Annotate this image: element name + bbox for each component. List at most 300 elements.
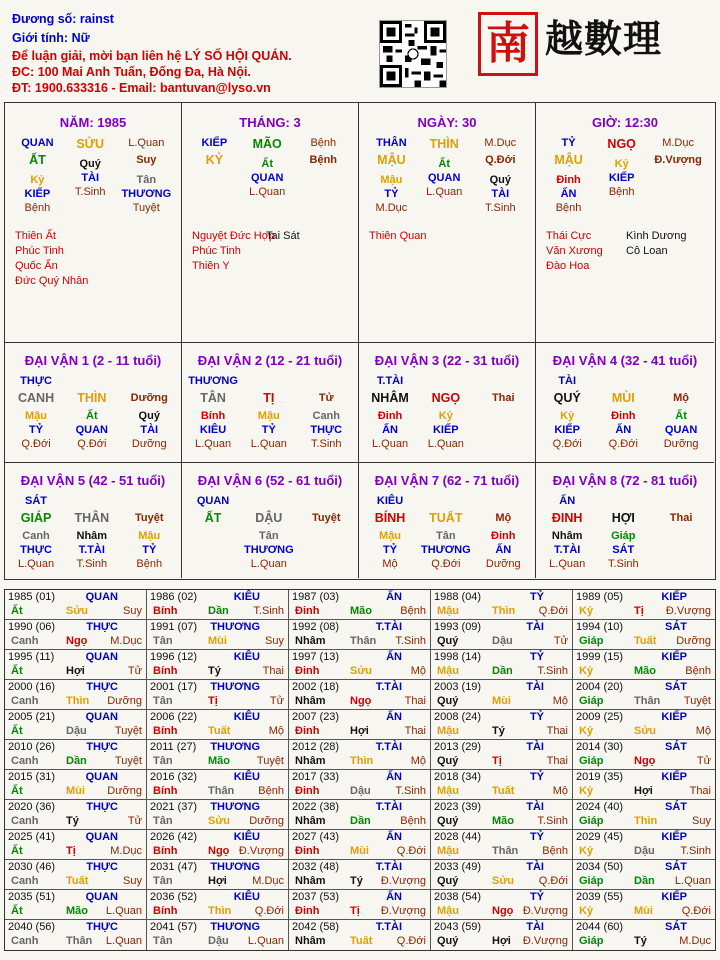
star-name: Thiên Ất (15, 230, 56, 242)
year-label: 2017 (33) (292, 771, 340, 783)
year-stem: Quý (437, 815, 459, 827)
year-cell[interactable] (147, 830, 289, 859)
dai-van-column (652, 373, 710, 451)
year-god: KIÊU (233, 771, 260, 783)
year-label: 2000 (16) (8, 681, 56, 693)
year-branch: Thìn (634, 815, 658, 827)
year-stage: Thai (546, 725, 568, 737)
year-god: QUAN (85, 831, 118, 843)
year-cell[interactable] (5, 800, 147, 829)
hidden-god: QUAN (664, 424, 698, 436)
year-branch: Sửu (66, 605, 89, 617)
spacer (240, 373, 297, 389)
year-cell[interactable] (289, 800, 431, 829)
year-branch: Mùi (634, 905, 653, 917)
dai-van-columns (540, 493, 710, 571)
year-stage: Đ.Vượng (522, 905, 568, 917)
hidden-god: QUAN (251, 172, 284, 184)
year-label: 2005 (21) (8, 711, 56, 723)
year-god: THƯƠNG (210, 741, 260, 753)
stem-branch: Mộ (673, 392, 690, 404)
year-god: KIẾP (661, 891, 687, 903)
year-cell[interactable] (431, 800, 573, 829)
year-stem: Đinh (295, 785, 320, 797)
dai-van-columns (186, 373, 355, 451)
year-stem: Canh (11, 815, 39, 827)
year-stem: Tân (153, 875, 173, 887)
year-stage: Tử (127, 815, 142, 827)
year-stage: Tử (127, 665, 142, 677)
year-god: TÀI (526, 741, 544, 753)
year-god: KIÊU (233, 591, 260, 603)
pillar-title: NGÀY: 30 (417, 115, 477, 130)
year-branch: Hợi (634, 785, 653, 797)
year-god: QUAN (85, 771, 118, 783)
dai-van-column (417, 373, 474, 451)
year-cell[interactable] (289, 920, 431, 950)
year-cell[interactable] (5, 740, 147, 769)
year-cell[interactable] (147, 860, 289, 889)
year-label: 2034 (50) (576, 861, 624, 873)
year-label: 2007 (23) (292, 711, 340, 723)
contact-line: Để luận giải, mời bạn liên hệ LÝ SỐ HỘI QUÁN. (12, 49, 292, 63)
year-cell[interactable] (289, 770, 431, 799)
year-stage: Q.Đới (396, 935, 426, 947)
spacer (417, 493, 474, 509)
year-god: T.TÀI (375, 861, 402, 873)
pillar-column (64, 135, 117, 215)
pillar-column (241, 135, 294, 199)
year-cell[interactable] (5, 650, 147, 679)
year-label: 2014 (30) (576, 741, 624, 753)
year-row (5, 710, 715, 740)
year-stem: Nhâm (295, 935, 326, 947)
hidden-god: KIẾP (24, 188, 51, 200)
year-cell[interactable] (431, 860, 573, 889)
year-branch: Sửu (350, 665, 373, 677)
year-cell[interactable] (5, 860, 147, 889)
year-label: 1995 (11) (8, 651, 55, 663)
dai-van-columns (540, 373, 710, 451)
year-stage: Bệnh (400, 815, 426, 827)
year-god: THỰC (86, 801, 118, 813)
year-label: 2025 (41) (8, 831, 56, 843)
year-label: 1988 (04) (434, 591, 482, 603)
year-stage: L.Quan (105, 905, 142, 917)
year-stem: Đinh (295, 845, 320, 857)
pillar-columns (188, 135, 353, 199)
year-stem: Ất (11, 845, 23, 857)
hidden-god: ẤN (615, 424, 632, 436)
year-label: 2022 (38) (292, 801, 340, 813)
year-stem: Canh (11, 875, 39, 887)
year-cell[interactable] (147, 770, 289, 799)
year-god: TỶ (529, 771, 544, 783)
year-god: ẤN (386, 891, 402, 903)
life-stage: T.Sinh (485, 202, 516, 214)
year-label: 2028 (44) (434, 831, 482, 843)
year-branch: Dậu (350, 785, 371, 797)
hidden-god: SÁT (612, 544, 635, 556)
year-branch: Tị (492, 755, 502, 767)
year-branch: Dậu (66, 725, 87, 737)
dai-van-column (9, 493, 63, 571)
year-row (5, 740, 715, 770)
life-stage: T.Sinh (608, 558, 639, 570)
year-row (5, 650, 715, 680)
year-stage: Tử (696, 755, 711, 767)
year-label: 2030 (46) (8, 861, 56, 873)
year-label: 2008 (24) (434, 711, 482, 723)
year-stage: Bệnh (685, 665, 711, 677)
year-branch: Mùi (492, 695, 511, 707)
hidden-god: THỰC (310, 424, 343, 436)
year-cell[interactable] (5, 830, 147, 859)
year-cell[interactable] (147, 650, 289, 679)
year-cell[interactable] (5, 770, 147, 799)
year-god: T.TÀI (375, 921, 402, 933)
dai-van-title: ĐẠI VẬN 2 (12 - 21 tuổi) (197, 353, 343, 368)
hidden-stem: Mậu (25, 410, 48, 422)
year-cell[interactable] (289, 650, 431, 679)
year-label: 2040 (56) (8, 921, 56, 933)
year-cell[interactable] (147, 740, 289, 769)
year-cell[interactable] (5, 620, 147, 649)
year-god: QUAN (85, 711, 118, 723)
dai-van-title: ĐẠI VẬN 3 (22 - 31 tuổi) (374, 353, 520, 368)
star-name: Văn Xương (546, 245, 603, 257)
year-label: 2033 (49) (434, 861, 482, 873)
year-god: ẤN (386, 591, 402, 603)
year-row (5, 620, 715, 650)
year-cell[interactable] (573, 860, 715, 889)
year-stage: Đ.Vượng (522, 935, 568, 947)
hidden-stem: Kỷ (614, 158, 629, 170)
pillar-column (11, 135, 64, 215)
year-cell[interactable] (431, 620, 573, 649)
spacer (121, 493, 178, 509)
god-label: KIẾP (201, 137, 228, 149)
stem-branch: MÃO (252, 137, 282, 151)
year-branch: Tị (634, 605, 644, 617)
dai-van-column (63, 493, 120, 571)
hidden-stem: Mậu (379, 530, 402, 542)
year-row (5, 590, 715, 620)
year-label: 2018 (34) (434, 771, 482, 783)
year-stage: Thai (404, 695, 426, 707)
year-label: 2002 (18) (292, 681, 340, 693)
year-stage: Suy (123, 875, 142, 887)
year-cell[interactable] (147, 890, 289, 919)
hidden-stem: Canh (22, 530, 50, 542)
year-cell[interactable] (431, 830, 573, 859)
life-stage: Bệnh (555, 202, 582, 214)
dai-van-column (417, 493, 474, 571)
header (0, 0, 720, 100)
year-cell[interactable] (5, 680, 147, 709)
year-branch: Tuất (350, 935, 373, 947)
spacer (121, 373, 178, 389)
year-branch: Hợi (66, 665, 85, 677)
year-stage: Tuyệt (114, 755, 142, 767)
year-row (5, 770, 715, 800)
stem-branch: Tuyệt (311, 512, 341, 524)
year-stage: Đ.Vượng (380, 875, 426, 887)
life-stage: Mộ (382, 558, 398, 570)
hidden-stem: Quý (138, 410, 160, 422)
year-cell[interactable] (573, 800, 715, 829)
year-stem: Mậu (437, 785, 459, 797)
year-branch: Thân (208, 785, 235, 797)
year-god: THỰC (86, 921, 118, 933)
year-cell[interactable] (289, 830, 431, 859)
year-stem: Kỷ (579, 605, 594, 617)
year-branch: Thìn (208, 905, 232, 917)
star-name: Phúc Tinh (15, 245, 64, 257)
dai-van-column (240, 373, 297, 451)
year-cell[interactable] (5, 890, 147, 919)
year-stage: Thai (262, 665, 284, 677)
hidden-stem: Nhâm (76, 530, 108, 542)
life-stage: Q.Đới (21, 438, 51, 450)
year-stage: Đ.Vượng (380, 905, 426, 917)
year-cell[interactable] (289, 890, 431, 919)
life-stage: L.Quan (250, 438, 287, 450)
dai-van-title: ĐẠI VẬN 5 (42 - 51 tuổi) (20, 473, 166, 488)
dai-van-title: ĐẠI VẬN 4 (32 - 41 tuổi) (552, 353, 698, 368)
year-stage: Q.Đới (254, 905, 284, 917)
hidden-god: T.TÀI (554, 544, 581, 556)
year-label: 2026 (42) (150, 831, 198, 843)
year-cell[interactable] (431, 740, 573, 769)
year-cell[interactable] (5, 920, 147, 950)
spacer (475, 373, 532, 389)
hidden-stem: Kỷ (30, 174, 45, 186)
year-cell[interactable] (5, 590, 147, 619)
year-cell[interactable] (573, 680, 715, 709)
year-label: 1985 (01) (8, 591, 56, 603)
year-stage: L.Quan (247, 935, 284, 947)
spacer (63, 493, 120, 509)
year-label: 2043 (59) (434, 921, 482, 933)
year-stem: Tân (153, 695, 173, 707)
year-god: THƯƠNG (210, 861, 260, 873)
year-cell[interactable] (289, 710, 431, 739)
year-cell[interactable] (573, 920, 715, 950)
year-stem: Nhâm (295, 695, 326, 707)
year-cell[interactable] (573, 830, 715, 859)
year-branch: Sửu (634, 725, 657, 737)
year-cell[interactable] (573, 650, 715, 679)
year-label: 2029 (45) (576, 831, 624, 843)
year-branch: Mão (350, 605, 372, 617)
dai-van-title: ĐẠI VẬN 8 (72 - 81 tuổi) (552, 473, 698, 488)
pillar-columns (11, 135, 176, 215)
year-god: TỶ (529, 831, 544, 843)
year-god: SÁT (665, 861, 687, 873)
year-stage: L.Quan (674, 875, 711, 887)
star-list-secondary (626, 229, 686, 259)
year-stem: Giáp (579, 935, 604, 947)
year-cell[interactable] (573, 710, 715, 739)
year-cell[interactable] (431, 770, 573, 799)
year-branch: Mão (492, 815, 514, 827)
qr-code-icon[interactable] (379, 20, 447, 88)
star-name: Quốc Ấn (15, 260, 58, 272)
gender: Giới tính: Nữ (12, 31, 90, 45)
year-god: QUAN (85, 651, 118, 663)
dai-van-column (298, 373, 355, 451)
year-branch: Hợi (208, 875, 227, 887)
year-stem: Quý (437, 755, 459, 767)
year-god: TÀI (526, 681, 544, 693)
star-name: Phúc Tinh (192, 245, 241, 257)
year-cell[interactable] (289, 590, 431, 619)
year-row (5, 680, 715, 710)
stem-branch: Bệnh (309, 154, 338, 166)
year-cell[interactable] (573, 590, 715, 619)
year-cell[interactable] (289, 740, 431, 769)
year-stem: Kỷ (579, 725, 594, 737)
dai-van-column (298, 493, 355, 571)
year-stage: Q.Đới (538, 875, 568, 887)
pillar-column (471, 135, 530, 215)
life-stage: Dưỡng (131, 438, 167, 450)
hidden-god: ẤN (495, 544, 512, 556)
year-label: 2013 (29) (434, 741, 482, 753)
year-cell[interactable] (147, 710, 289, 739)
year-cell[interactable] (289, 860, 431, 889)
year-stage: M.Dục (252, 875, 284, 887)
year-stage: Thai (689, 785, 711, 797)
year-stage: Bệnh (400, 605, 426, 617)
pillar-title: NĂM: 1985 (59, 115, 127, 130)
year-god: KIẾP (661, 831, 687, 843)
dai-van-column (594, 373, 652, 451)
dai-van-columns (186, 493, 355, 571)
year-label: 2019 (35) (576, 771, 624, 783)
dai-van-column (9, 373, 63, 451)
hidden-god: ẤN (382, 424, 398, 436)
year-cell[interactable] (289, 620, 431, 649)
year-stem: Bính (153, 605, 178, 617)
year-row (5, 920, 715, 950)
life-stage: L.Quan (549, 558, 586, 570)
year-cell[interactable] (431, 680, 573, 709)
annual-luck-table (4, 589, 716, 951)
dai-van-god: T.TÀI (376, 375, 404, 387)
year-stage: Dưỡng (676, 635, 711, 647)
year-stage: Bệnh (542, 845, 568, 857)
year-cell[interactable] (147, 590, 289, 619)
stem-branch: HỢI (611, 511, 635, 525)
god-label: TỶ (561, 137, 576, 149)
year-cell[interactable] (289, 680, 431, 709)
dai-van-cell (536, 463, 714, 578)
year-stem: Ất (11, 605, 23, 617)
god-label: Bệnh (310, 137, 337, 149)
stem-branch: QUÝ (553, 391, 581, 405)
hidden-stem: Canh (312, 410, 340, 422)
year-cell[interactable] (147, 680, 289, 709)
stem-branch: MẬU (554, 153, 583, 167)
dai-van-column (540, 373, 594, 451)
year-god: KIẾP (661, 711, 687, 723)
star-name: Đào Hoa (546, 260, 590, 272)
year-branch: Sửu (208, 815, 231, 827)
year-label: 2021 (37) (150, 801, 198, 813)
year-cell[interactable] (573, 620, 715, 649)
year-stage: M.Dục (110, 845, 142, 857)
stem-branch: Tuyệt (134, 512, 164, 524)
year-god: KIÊU (233, 711, 260, 723)
year-cell[interactable] (147, 800, 289, 829)
spacer (652, 493, 710, 509)
year-cell[interactable] (431, 650, 573, 679)
year-cell[interactable] (431, 890, 573, 919)
year-god: TÀI (526, 921, 544, 933)
stem-branch: GIÁP (20, 511, 52, 525)
year-god: THƯƠNG (210, 681, 260, 693)
stem-branch: ĐINH (551, 511, 583, 525)
year-cell[interactable] (431, 590, 573, 619)
year-branch: Ngọ (208, 845, 230, 857)
year-label: 2031 (47) (150, 861, 198, 873)
year-god: KIẾP (661, 591, 687, 603)
year-branch: Mão (208, 755, 230, 767)
year-stage: Tuyệt (256, 755, 284, 767)
year-branch: Dần (66, 755, 87, 767)
year-god: SÁT (665, 801, 687, 813)
year-cell[interactable] (147, 620, 289, 649)
year-stem: Đinh (295, 605, 320, 617)
year-stem: Đinh (295, 905, 320, 917)
year-cell[interactable] (147, 920, 289, 950)
spacer (298, 373, 355, 389)
year-label: 1990 (06) (8, 621, 56, 633)
year-stage: Thai (404, 725, 426, 737)
dai-van-column (594, 493, 652, 571)
stem-branch: THÌN (429, 137, 459, 151)
life-stage: Dưỡng (663, 438, 699, 450)
year-cell[interactable] (573, 740, 715, 769)
year-god: T.TÀI (375, 801, 402, 813)
year-cell[interactable] (573, 890, 715, 919)
year-branch: Thân (66, 935, 93, 947)
pillar-cell (5, 103, 182, 343)
year-cell[interactable] (431, 920, 573, 950)
year-cell[interactable] (573, 770, 715, 799)
hidden-god: THƯƠNG (243, 544, 294, 556)
star-name: Thiên Quan (369, 230, 427, 242)
year-stem: Mậu (437, 725, 459, 737)
dai-van-column (186, 373, 240, 451)
year-cell[interactable] (431, 710, 573, 739)
hidden-god: TỶ (142, 544, 157, 556)
year-stem: Bính (153, 785, 178, 797)
year-god: KIÊU (233, 891, 260, 903)
hidden-stem: Mậu (257, 410, 280, 422)
year-branch: Mùi (350, 845, 369, 857)
spacer (594, 373, 652, 389)
year-label: 2009 (25) (576, 711, 624, 723)
year-cell[interactable] (5, 710, 147, 739)
year-god: KIÊU (233, 651, 260, 663)
life-stage: Bệnh (608, 186, 635, 198)
dai-van-cell (182, 463, 359, 578)
hidden-stem: Kỷ (438, 410, 453, 422)
life-stage: L.Quan (194, 438, 232, 450)
